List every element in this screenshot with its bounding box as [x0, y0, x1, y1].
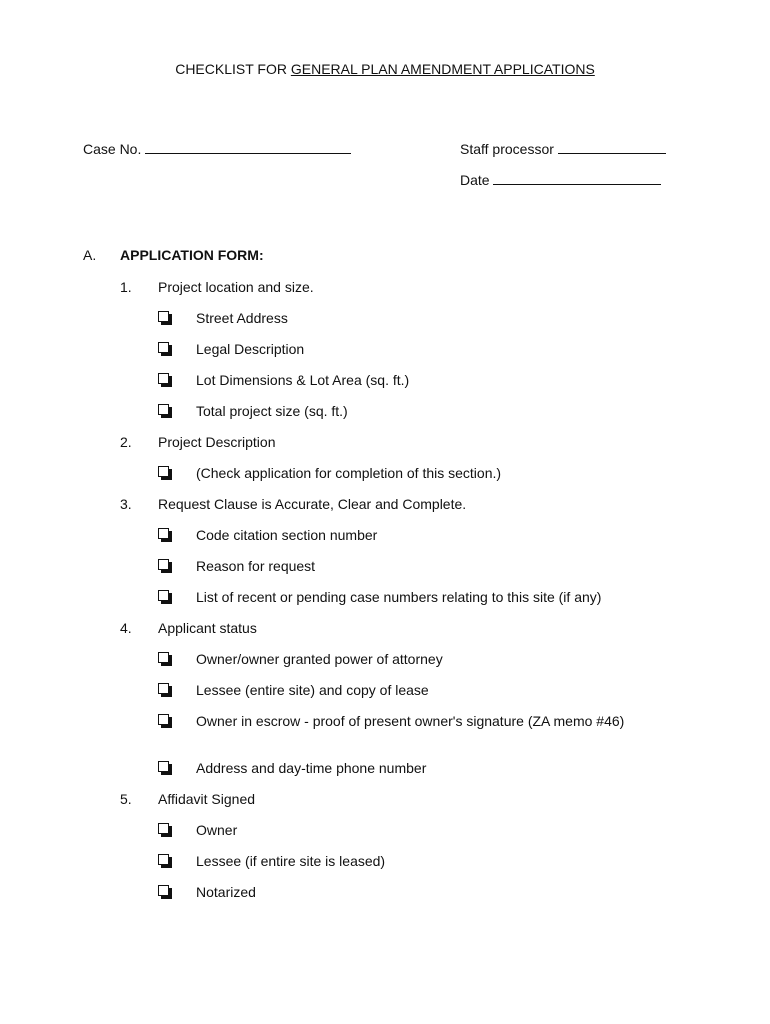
item-number: 3.	[120, 496, 132, 512]
checklist-item: Legal Description	[196, 341, 305, 357]
item-number: 1.	[120, 279, 132, 295]
checkbox[interactable]	[158, 761, 169, 772]
checkbox[interactable]	[158, 373, 169, 384]
checklist-item: Street Address	[196, 310, 288, 326]
checklist-item: Lessee (entire site) and copy of lease	[196, 682, 429, 698]
checkbox[interactable]	[158, 823, 169, 834]
checkbox[interactable]	[158, 714, 169, 725]
item-number: 5.	[120, 791, 132, 807]
checklist-item: Owner/owner granted power of attorney	[196, 651, 443, 667]
case-no-blank[interactable]	[145, 139, 351, 154]
checkbox[interactable]	[158, 528, 169, 539]
case-no-label: Case No.	[83, 141, 142, 157]
checkbox[interactable]	[158, 652, 169, 663]
checklist-item: Notarized	[196, 884, 256, 900]
checkbox[interactable]	[158, 404, 169, 415]
staff-processor-label: Staff processor	[460, 141, 554, 157]
date-label: Date	[460, 172, 490, 188]
item-number: 4.	[120, 620, 132, 636]
checklist-item: Owner	[196, 822, 238, 838]
checkbox[interactable]	[158, 683, 169, 694]
case-no-field	[83, 139, 351, 157]
title-underlined: GENERAL PLAN AMENDMENT APPLICATIONS	[290, 61, 595, 77]
checklist-item: Lot Dimensions & Lot Area (sq. ft.)	[196, 372, 410, 388]
item-label: Project location and size.	[158, 279, 314, 295]
checklist-item: Address and day-time phone number	[196, 760, 427, 776]
title-prefix: CHECKLIST FOR	[175, 61, 291, 77]
item-label: Applicant status	[158, 620, 257, 636]
checklist-item: Total project size (sq. ft.)	[196, 403, 348, 419]
checklist-item: (Check application for completion of this section.)	[196, 465, 502, 481]
date-field	[460, 170, 661, 188]
checklist-item: Owner in escrow - proof of present owner's signature (ZA memo #46)	[196, 713, 625, 729]
item-label: Request Clause is Accurate, Clear and Complete.	[158, 496, 467, 512]
checkbox[interactable]	[158, 854, 169, 865]
checkbox[interactable]	[158, 342, 169, 353]
checklist-item: Reason for request	[196, 558, 316, 574]
page-title	[0, 61, 770, 77]
staff-processor-blank[interactable]	[558, 139, 666, 154]
checkbox[interactable]	[158, 559, 169, 570]
item-label: Project Description	[158, 434, 276, 450]
checklist-item: Lessee (if entire site is leased)	[196, 853, 386, 869]
date-blank[interactable]	[493, 170, 661, 185]
item-label: Affidavit Signed	[158, 791, 256, 807]
checklist-item: Code citation section number	[196, 527, 378, 543]
checkbox[interactable]	[158, 466, 169, 477]
item-number: 2.	[120, 434, 132, 450]
checkbox[interactable]	[158, 590, 169, 601]
checkbox[interactable]	[158, 311, 169, 322]
checkbox[interactable]	[158, 885, 169, 896]
section-title: APPLICATION FORM:	[120, 247, 264, 263]
checklist-item: List of recent or pending case numbers relating to this site (if any)	[196, 589, 602, 605]
staff-processor-field	[460, 139, 666, 157]
section-letter: A.	[83, 247, 97, 263]
